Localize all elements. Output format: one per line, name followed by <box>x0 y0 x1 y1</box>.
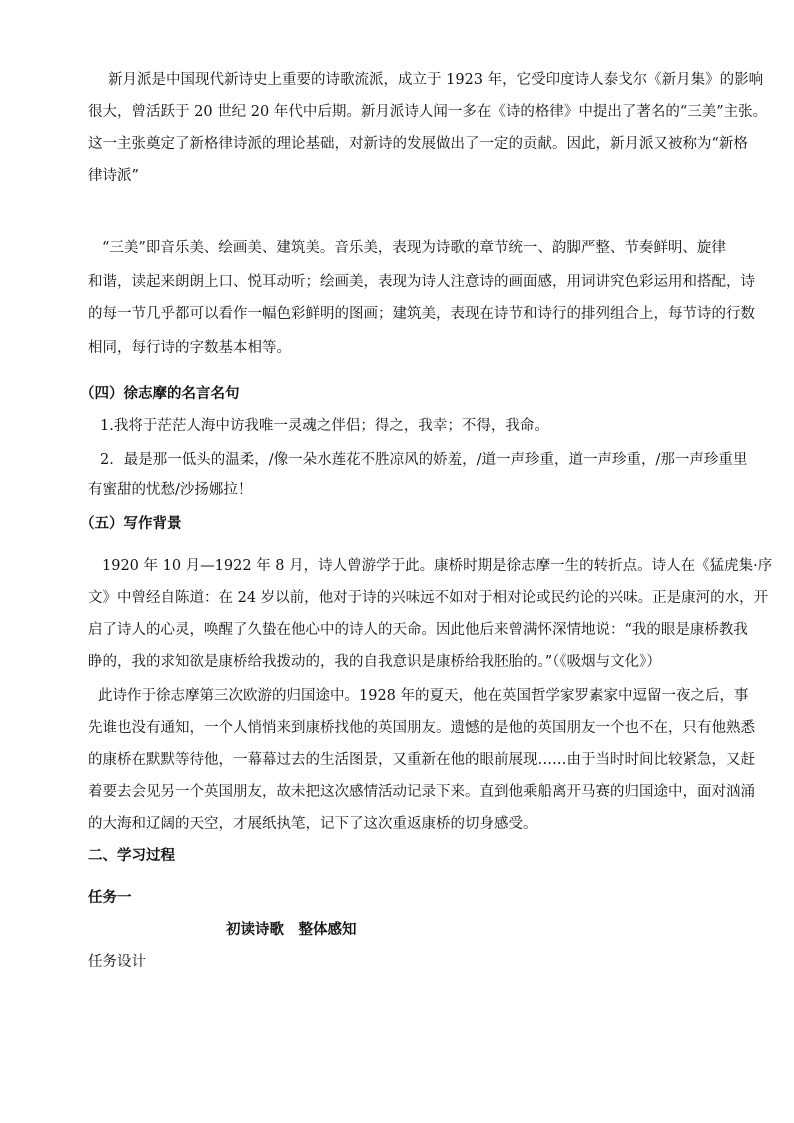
paragraph-line: 律诗派” <box>88 168 139 184</box>
task-design-label: 任务设计 <box>88 954 146 970</box>
paragraph-line: 新月派是中国现代新诗史上重要的诗歌流派，成立于 1923 年，它受印度诗人泰戈尔《新月集》的影响 <box>108 72 764 88</box>
paragraph-line: 此诗作于徐志摩第三次欧游的归国途中。1928 年的夏天，他在英国哲学家罗素家中逗留一夜之后，事 <box>98 688 749 704</box>
paragraph-line: 很大，曾活跃于 20 世纪 20 年代中后期。新月派诗人闻一多在《诗的格律》中提出了著名的“三美”主张。 <box>88 104 768 120</box>
paragraph-line: 的大海和辽阔的天空，才展纸执笔，记下了这次重返康桥的切身感受。 <box>88 816 538 832</box>
quote-item: 有蜜甜的忧愁/沙扬娜拉！ <box>88 482 253 498</box>
quote-item: 2．最是那一低头的温柔，/像一朵水莲花不胜凉风的娇羞，/道一声珍重，道一声珍重，/那一声珍重里 <box>100 452 748 468</box>
paragraph-line: 先谁也没有通知，一个人悄悄来到康桥找他的英国朋友。遗憾的是他的英国朋友一个也不在，只有他熟悉 <box>88 720 755 736</box>
paragraph-line: 这一主张奠定了新格律诗派的理论基础，对新诗的发展做出了一定的贡献。因此，新月派又被称为“新格 <box>88 136 748 152</box>
paragraph-line: 着要去会见另一个英国朋友，故未把这次感情活动记录下来。直到他乘船离开马赛的归国途中，面对汹涌 <box>88 784 755 800</box>
section-heading: （五）写作背景 <box>80 516 182 532</box>
task-title: 初读诗歌 整体感知 <box>226 922 357 938</box>
task-label: 任务一 <box>88 890 132 906</box>
part-heading: 二、学习过程 <box>88 848 175 864</box>
paragraph-line: 的康桥在默默等待他，一幕幕过去的生活图景，又重新在他的眼前展现……由于当时时间比较紧急，又赶 <box>88 752 755 768</box>
section-heading: （四）徐志摩的名言名句 <box>80 386 240 402</box>
paragraph-line: 1920 年 10 月—1922 年 8 月，诗人曾游学于此。康桥时期是徐志摩一生的转折点。诗人在《猛虎集·序 <box>102 558 773 574</box>
paragraph-line: 和谐，读起来朗朗上口、悦耳动听；绘画美，表现为诗人注意诗的画面感，用词讲究色彩运用和搭配，诗 <box>88 274 755 290</box>
paragraph-line: 相同，每行诗的字数基本相等。 <box>88 340 291 356</box>
paragraph-line: 启了诗人的心灵，唤醒了久蛰在他心中的诗人的天命。因此他后来曾满怀深情地说：“我的眼是康桥教我 <box>88 622 748 638</box>
paragraph-line: 睁的，我的求知欲是康桥给我拨动的，我的自我意识是康桥给我胚胎的。”（《吸烟与文化》） <box>88 654 661 670</box>
paragraph-line: 的每一节几乎都可以看作一幅色彩鲜明的图画；建筑美，表现在诗节和诗行的排列组合上，每节诗的行数 <box>88 306 755 322</box>
quote-item: 1.我将于茫茫人海中访我唯一灵魂之伴侣；得之，我幸；不得，我命。 <box>100 418 549 434</box>
paragraph-line: 文》中曾经自陈道：在 24 岁以前，他对于诗的兴味远不如对于相对论或民约论的兴味。正是康河的水，开 <box>88 590 769 606</box>
paragraph-line: “三美”即音乐美、绘画美、建筑美。音乐美，表现为诗歌的章节统一、韵脚严整、节奏鲜明、旋律 <box>102 240 726 256</box>
